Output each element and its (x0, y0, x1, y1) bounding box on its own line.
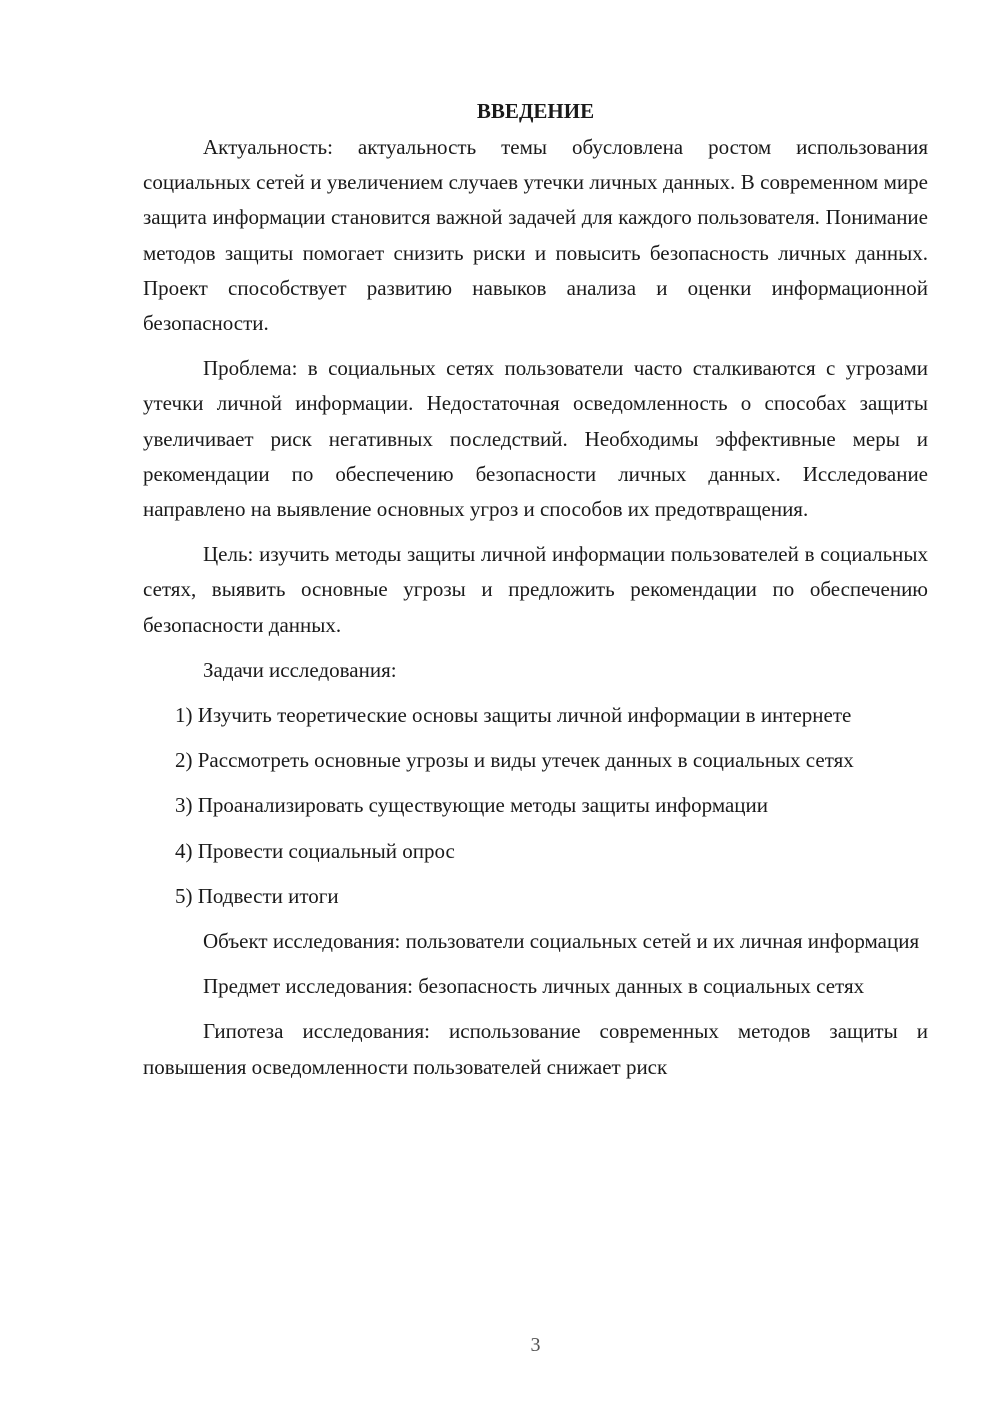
task-item-3: 3) Проанализировать существующие методы защиты информации (175, 793, 769, 818)
section-title: ВВЕДЕНИЕ (476, 99, 595, 123)
hypothesis-paragraph: Гипотеза исследования: использование современных методов защиты и повышения осведомленности пользователей снижает риск (143, 1019, 928, 1079)
subject-paragraph: Предмет исследования: безопасность личных данных в социальных сетях (203, 974, 865, 999)
object-paragraph: Объект исследования: пользователи социальных сетей и их личная информация (203, 929, 920, 954)
task-item-5: 5) Подвести итоги (175, 883, 339, 908)
problem-paragraph: Проблема: в социальных сетях пользователи часто сталкиваются с угрозами утечки личной информации. Недостаточная осведомленность о способах защиты увеличивает риск негативных последствий. Необходимы эффективные меры и рекомендации по обеспечению безопасности личных данных. Исследование направлено на выявление основных угроз и способов их предотвращения. (143, 356, 928, 522)
goal-paragraph: Цель: изучить методы защиты личной информации пользователей в социальных сетях, выявить основные угрозы и предложить рекомендации по обеспечению безопасности данных. (143, 542, 928, 637)
document-page (143, 96, 928, 1085)
task-item-2: 2) Рассмотреть основные угрозы и виды утечек данных в социальных сетях (175, 748, 854, 773)
tasks-heading: Задачи исследования: (203, 657, 397, 682)
task-item-1: 1) Изучить теоретические основы защиты личной информации в интернете (175, 703, 852, 728)
task-item-4: 4) Провести социальный опрос (175, 838, 455, 863)
relevance-paragraph: Актуальность: актуальность темы обусловлена ростом использования социальных сетей и увеличением случаев утечки личных данных. В современном мире защита информации становится важной задачей для каждого пользователя. Понимание методов защиты помогает снизить риски и повысить безопасность личных данных. Проект способствует развитию навыков анализа и оценки информационной безопасности. (143, 135, 928, 336)
page-number: 3 (530, 1334, 541, 1356)
